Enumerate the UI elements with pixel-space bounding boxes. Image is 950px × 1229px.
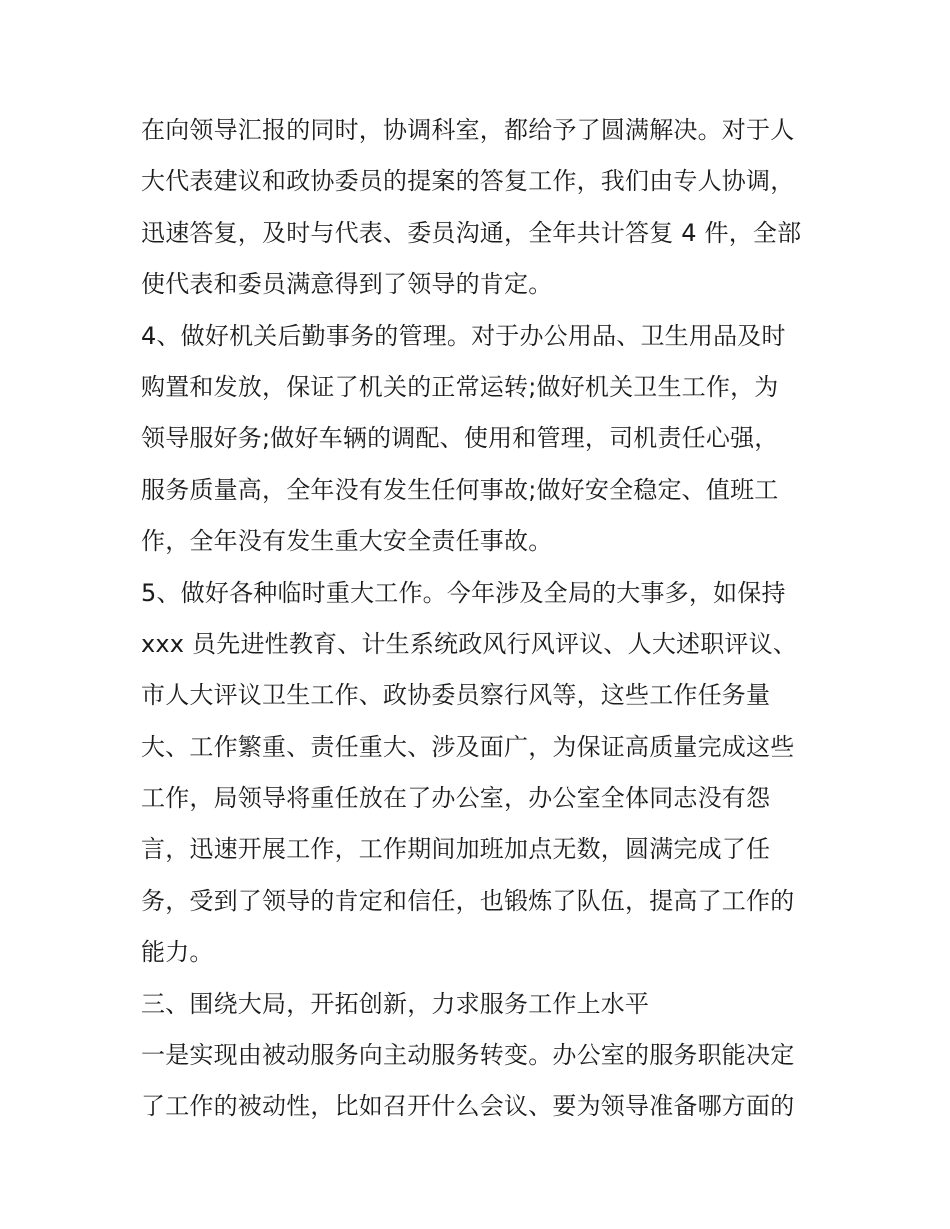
text-line: 言，迅速开展工作，工作期间加班加点无数，圆满完成了任 [141,835,771,864]
text-line: 大代表建议和政协委员的提案的答复工作，我们由专人协调， [141,167,795,196]
text-line: 市人大评议卫生工作、政协委员察行风等，这些工作任务量 [141,681,771,710]
text-line: 领导服好务;做好车辆的调配、使用和管理，司机责任心强， [141,424,779,453]
text-line: 工作，局领导将重任放在了办公室，办公室全体同志没有怨 [141,784,771,813]
text-line: 了工作的被动性，比如召开什么会议、要为领导准备哪方面的 [141,1092,795,1121]
text-line: 服务质量高，全年没有发生任何事故;做好安全稳定、值班工 [141,475,779,504]
text-line: 一是实现由被动服务向主动服务转变。办公室的服务职能决定 [141,1041,795,1070]
text-line: 4、做好机关后勤事务的管理。对于办公用品、卫生用品及时 [141,321,786,350]
text-line: 大、工作繁重、责任重大、涉及面广，为保证高质量完成这些 [141,732,795,761]
text-line: 使代表和委员满意得到了领导的肯定。 [141,270,553,299]
text-line: 在向领导汇报的同时，协调科室，都给予了圆满解决。对于人 [141,116,795,144]
document-body [141,105,841,1133]
text-line: 购置和发放，保证了机关的正常运转;做好机关卫生工作，为 [141,372,779,401]
section-heading: 三、围绕大局，开拓创新，力求服务工作上水平 [141,989,650,1018]
text-line: 能力。 [141,938,214,967]
text-line: 5、做好各种临时重大工作。今年涉及全局的大事多，如保持 [141,578,786,607]
text-line: 作，全年没有发生重大安全责任事故。 [141,527,553,556]
text-line: 迅速答复，及时与代表、委员沟通，全年共计答复 4 件，全部 [141,218,802,247]
text-line: 务，受到了领导的肯定和信任，也锻炼了队伍，提高了工作的 [141,886,795,915]
text-line: xxx 员先进性教育、计生系统政风行风评议、人大述职评议、 [141,629,798,658]
